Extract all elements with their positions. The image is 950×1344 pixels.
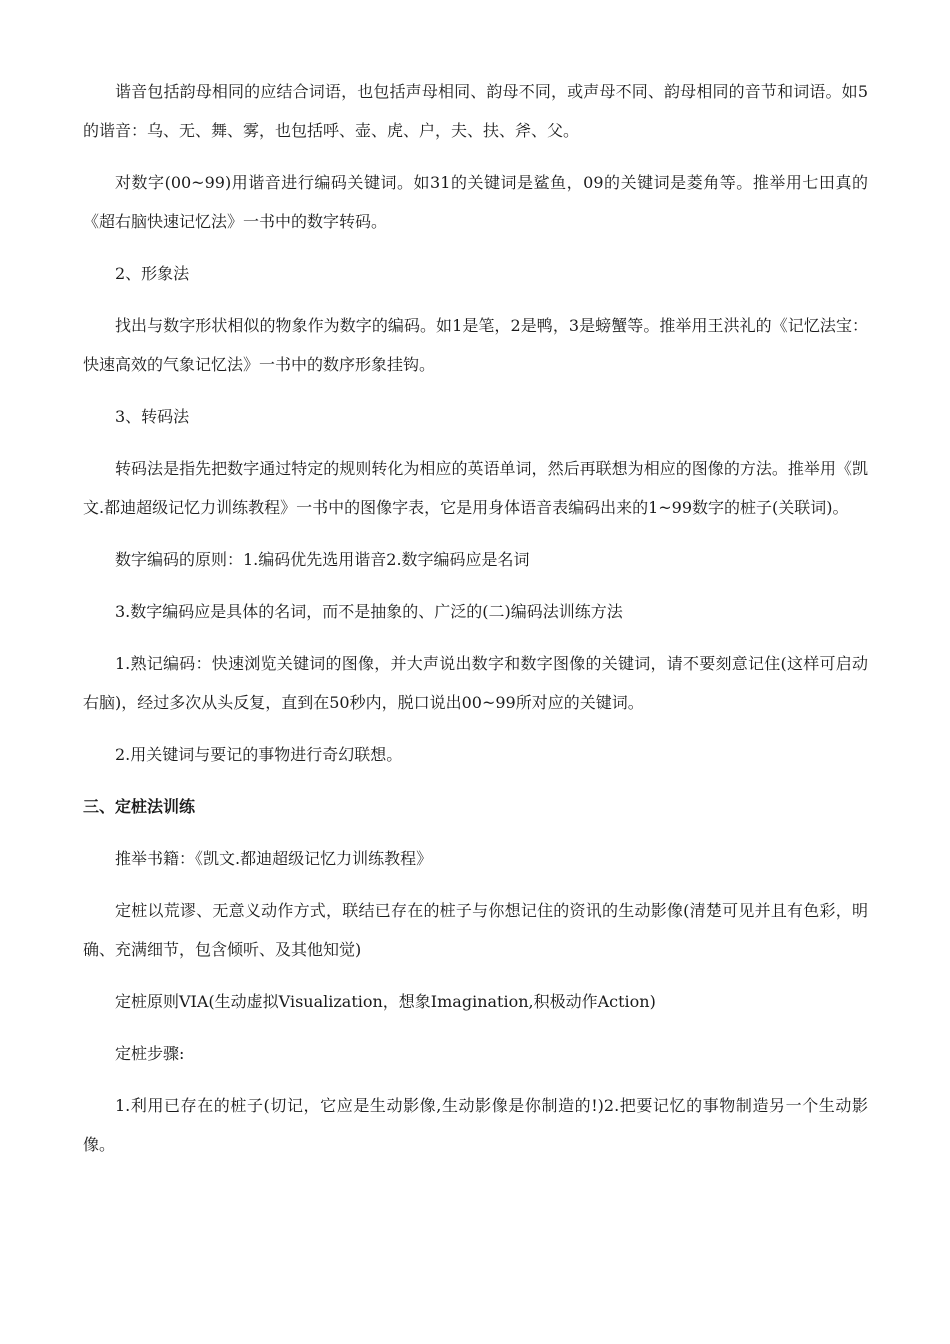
paragraph-homophone-keywords: 对数字(00~99)用谐音进行编码关键词。如31的关键词是鲨鱼，09的关键词是菱角等。推举用七田真的《超右脑快速记忆法》一书中的数字转码。 [83,173,868,231]
paragraph-homophone-definition: 谐音包括韵母相同的应结合词语，也包括声母相同、韵母不同，或声母不同、韵母相同的音节和词语。如5的谐音：乌、无、舞、雾，也包括呼、壶、虎、户，夫、扶、斧、父。 [83,82,868,140]
document-page [83,72,868,1177]
paragraph-peg-description: 定桩以荒谬、无意义动作方式，联结已存在的桩子与你想记住的资讯的生动影像(清楚可见并且有色彩，明确、充满细节，包含倾听、及其他知觉) [83,901,868,959]
paragraph-code-method: 转码法是指先把数字通过特定的规则转化为相应的英语单词，然后再联想为相应的图像的方法。推举用《凯文.都迪超级记忆力训练教程》一书中的图像字表，它是用身体语音表编码出来的1~99数字的桩子(关联词)。 [83,459,868,517]
paragraph-encoding-principle-3: 3.数字编码应是具体的名词，而不是抽象的、广泛的(二)编码法训练方法 [115,602,623,621]
subheading-code-method: 3、转码法 [115,407,190,426]
paragraph-image-method: 找出与数字形状相似的物象作为数字的编码。如1是笔，2是鸭，3是螃蟹等。推举用王洪礼的《记忆法宝：快速高效的气象记忆法》一书中的数序形象挂钩。 [83,316,868,374]
paragraph-encoding-principles: 数字编码的原则：1.编码优先选用谐音2.数字编码应是名词 [115,550,530,569]
paragraph-training-step-2: 2.用关键词与要记的事物进行奇幻联想。 [115,745,403,764]
paragraph-peg-steps-label: 定桩步骤: [115,1044,185,1063]
paragraph-peg-steps: 1.利用已存在的桩子(切记，它应是生动影像,生动影像是你制造的!)2.把要记忆的事物制造另一个生动影像。 [83,1096,868,1154]
paragraph-recommended-book: 推举书籍：《凯文.都迪超级记忆力训练教程》 [115,849,433,868]
section-heading-peg-method: 三、定桩法训练 [83,797,196,816]
paragraph-training-step-1: 1.熟记编码：快速浏览关键词的图像，并大声说出数字和数字图像的关键词，请不要刻意记住(这样可启动右脑)，经过多次从头反复，直到在50秒内，脱口说出00~99所对应的关键词。 [83,654,868,712]
paragraph-via-principle: 定桩原则VIA(生动虚拟Visualization，想象Imagination,积极动作Action) [115,992,656,1011]
subheading-image-method: 2、形象法 [115,264,190,283]
